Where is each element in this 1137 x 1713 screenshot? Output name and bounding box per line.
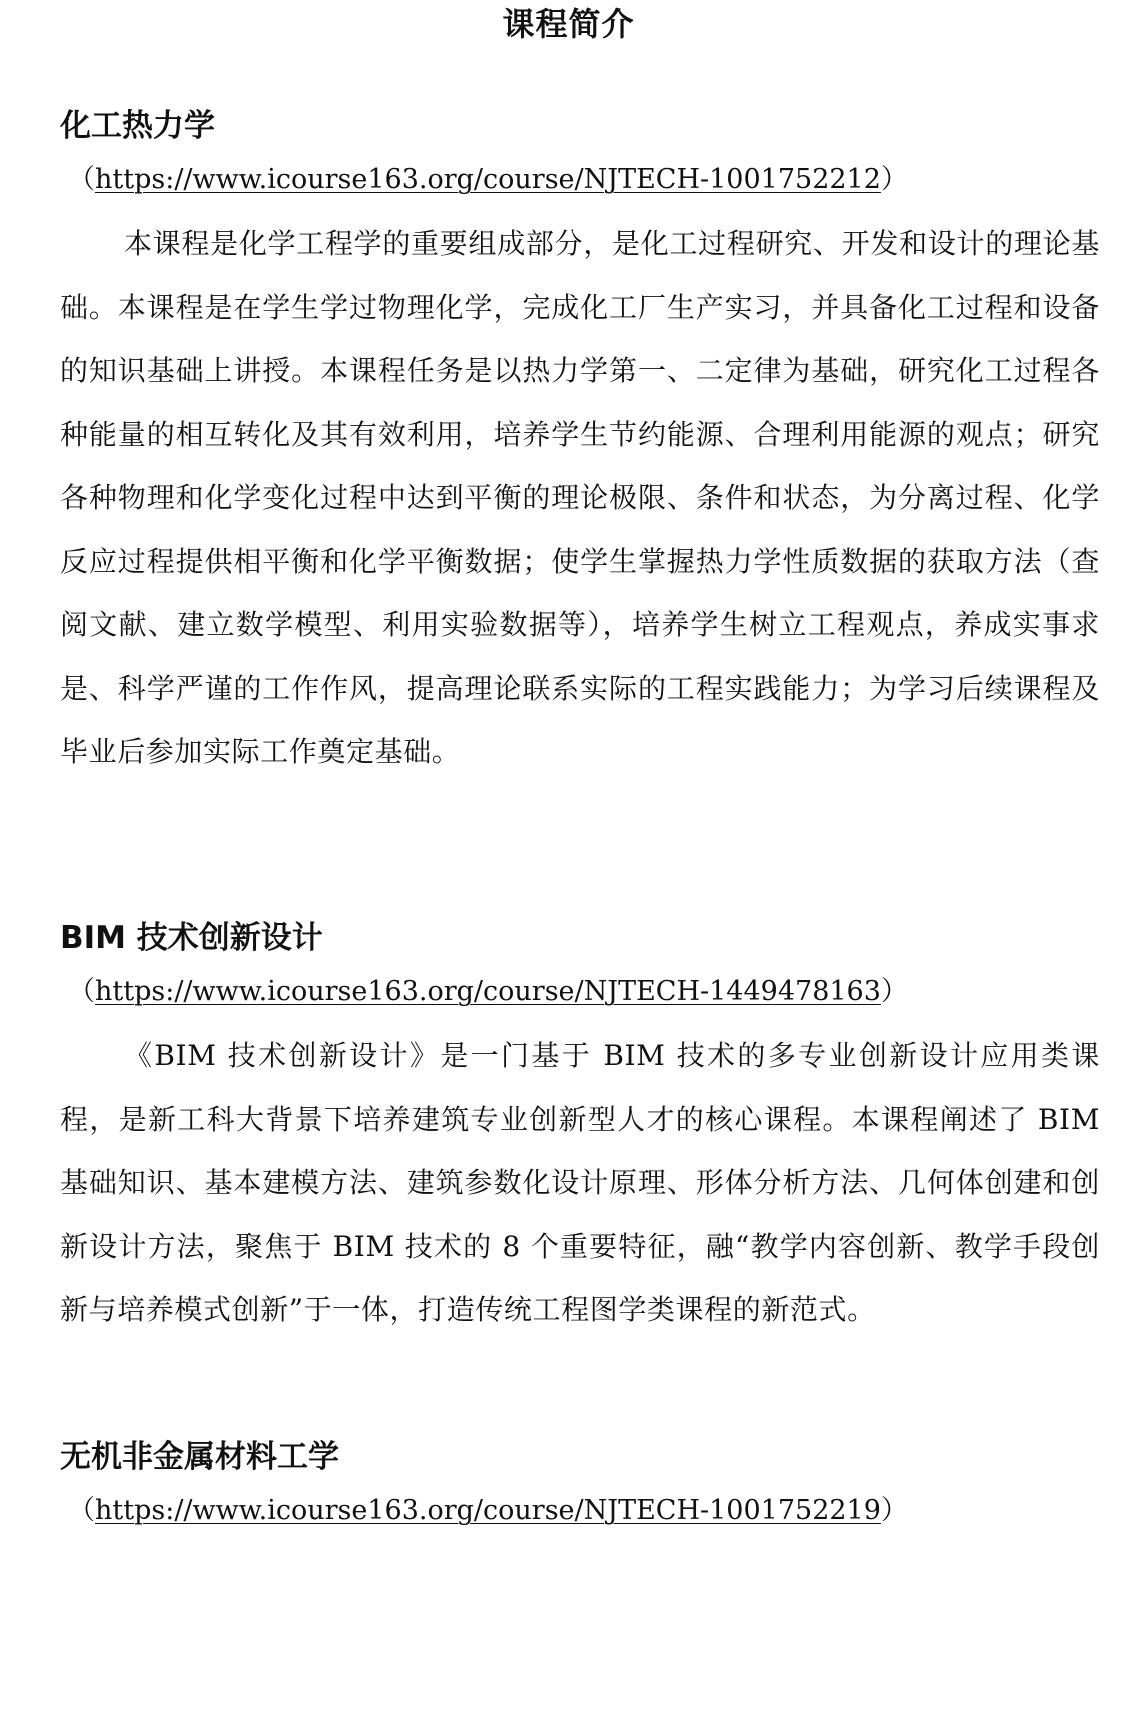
course-section-bim-innovation-design [60,918,1100,1342]
course-link-line [60,1493,1100,1529]
course-title: BIM 技术创新设计 [60,920,323,956]
course-url-link[interactable]: https://www.icourse163.org/course/NJTECH-1449478163 [95,976,881,1007]
link-close-paren: ） [880,1495,908,1526]
link-close-paren: ） [880,164,908,195]
link-open-paren: （ [68,1495,95,1526]
course-title: 化工热力学 [60,108,215,144]
course-link-line [60,162,1100,198]
course-description: 《BIM 技术创新设计》是一门基于 BIM 技术的多专业创新设计应用类课程，是新工科大背景下培养建筑专业创新型人才的核心课程。本课程阐述了 BIM 基础知识、基本建模方法、建筑参数化设计原理、形体分析方法、几何体创建和创新设计方法，聚焦于 BIM 技术的 8 个重要特征，融“教学内容创新、教学手段创新与培养模式创新”于一体，打造传统工程图学类课程的新范式。 [60,1039,1100,1326]
course-url-link[interactable]: https://www.icourse163.org/course/NJTECH-1001752212 [95,164,881,195]
page-title: 课程简介 [502,5,635,43]
link-open-paren: （ [68,164,95,195]
course-description: 本课程是化学工程学的重要组成部分，是化工过程研究、开发和设计的理论基础。本课程是在学生学过物理化学，完成化工厂生产实习，并具备化工过程和设备的知识基础上讲授。本课程任务是以热力学第一、二定律为基础，研究化工过程各种能量的相互转化及其有效利用，培养学生节约能源、合理利用能源的观点；研究各种物理和化学变化过程中达到平衡的理论极限、条件和状态，为分离过程、化学反应过程提供相平衡和化学平衡数据；使学生掌握热力学性质数据的获取方法（查阅文献、建立数学模型、利用实验数据等），培养学生树立工程观点，养成实事求是、科学严谨的工作作风，提高理论联系实际的工程实践能力；为学习后续课程及毕业后参加实际工作奠定基础。 [60,227,1100,768]
link-close-paren: ） [880,976,908,1007]
link-open-paren: （ [68,976,95,1007]
course-section-chemical-thermodynamics [60,106,1100,784]
course-title: 无机非金属材料工学 [60,1439,339,1475]
course-section-inorganic-nonmetallic-materials [60,1437,1100,1529]
course-url-link[interactable]: https://www.icourse163.org/course/NJTECH-1001752219 [95,1495,881,1526]
course-link-line [60,974,1100,1010]
